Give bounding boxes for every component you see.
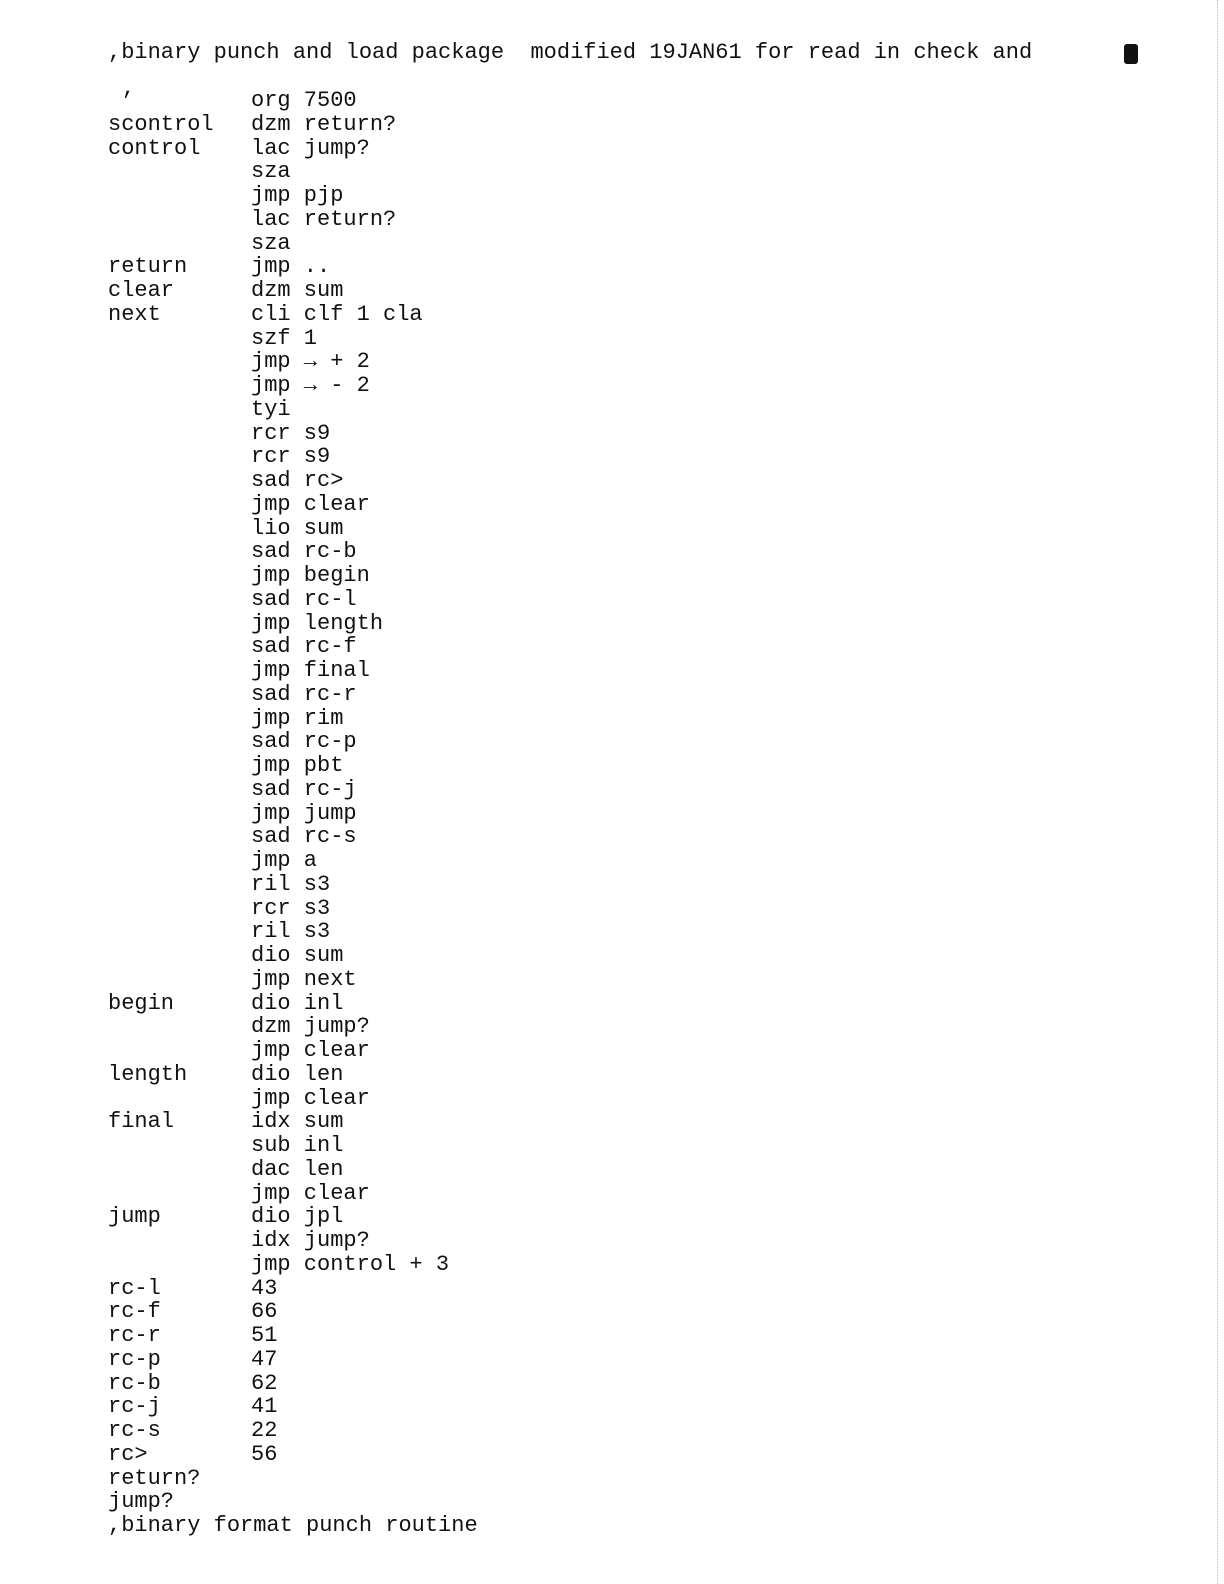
line-instruction: sad rc-b [251,539,357,564]
line-instruction: jmp control + 3 [251,1252,450,1277]
line-instruction: sad rc-r [251,682,357,707]
line-instruction: 41 [251,1394,278,1419]
line-instruction: rcr s9 [251,421,331,446]
line-label: control [108,136,201,161]
line-instruction: jmp → + 2 [251,349,370,374]
line-instruction: 62 [251,1371,278,1396]
line-label: rc-s [108,1418,161,1443]
line-instruction: sad rc-f [251,634,357,659]
line-label: length [108,1062,188,1087]
line-instruction: dio sum [251,943,344,968]
line-instruction: jmp jump [251,801,357,826]
line-instruction: dzm jump? [251,1014,370,1039]
line-instruction: ril s3 [251,872,331,897]
line-instruction: dac len [251,1157,344,1182]
line-instruction: jmp rim [251,706,344,731]
page-heading: ,binary punch and load package modified 19JAN61 for read in check and [108,40,1033,65]
line-instruction: 47 [251,1347,278,1372]
line-instruction: jmp pjp [251,183,344,208]
line-instruction: 22 [251,1418,278,1443]
line-label: jump? [108,1489,175,1514]
ink-blot [1124,44,1138,64]
line-label: jump [108,1204,161,1229]
section-footer: ,binary format punch routine [108,1513,478,1538]
line-instruction: 43 [251,1276,278,1301]
line-label: clear [108,278,175,303]
line-instruction: jmp begin [251,563,370,588]
line-instruction: lac jump? [251,136,370,161]
line-label: rc> [108,1442,148,1467]
line-label: rc-r [108,1323,161,1348]
line-instruction: dio jpl [251,1204,344,1229]
line-instruction: dzm return? [251,112,397,137]
line-label: next [108,302,161,327]
line-instruction: jmp next [251,967,357,992]
line-label: rc-b [108,1371,161,1396]
line-instruction: rcr s3 [251,896,331,921]
line-instruction: jmp a [251,848,318,873]
line-instruction: 51 [251,1323,278,1348]
line-instruction: lac return? [251,207,397,232]
line-instruction: sad rc-j [251,777,357,802]
line-instruction: 66 [251,1299,278,1324]
line-instruction: idx sum [251,1109,344,1134]
line-instruction: jmp clear [251,492,370,517]
line-instruction: jmp pbt [251,753,344,778]
line-instruction: org 7500 [251,88,357,113]
line-instruction: dio len [251,1062,344,1087]
line-label: rc-p [108,1347,161,1372]
line-instruction: jmp → - 2 [251,373,370,398]
line-instruction: tyi [251,397,291,422]
page-edge [1213,0,1218,1584]
line-instruction: idx jump? [251,1228,370,1253]
line-instruction: rcr s9 [251,444,331,469]
line-label: return? [108,1466,201,1491]
line-label: return [108,254,188,279]
line-instruction: jmp length [251,611,384,636]
line-instruction: lio sum [251,516,344,541]
line-instruction: 56 [251,1442,278,1467]
line-instruction: cli clf 1 cla [251,302,423,327]
line-instruction: sza [251,231,291,256]
line-instruction: jmp final [251,658,370,683]
line-instruction: sad rc-p [251,729,357,754]
line-instruction: jmp .. [251,254,331,279]
line-instruction: sad rc> [251,468,344,493]
line-instruction: sad rc-l [251,587,357,612]
line-label: final [108,1109,175,1134]
line-instruction: sza [251,159,291,184]
line-instruction: dio inl [251,991,344,1016]
line-instruction: ril s3 [251,919,331,944]
line-label: begin [108,991,175,1016]
stray-comma: , [122,76,136,101]
line-instruction: sub inl [251,1133,344,1158]
line-instruction: dzm sum [251,278,344,303]
line-label: rc-l [108,1276,161,1301]
line-instruction: jmp clear [251,1086,370,1111]
line-instruction: jmp clear [251,1181,370,1206]
line-label: rc-j [108,1394,161,1419]
line-instruction: sad rc-s [251,824,357,849]
line-instruction: jmp clear [251,1038,370,1063]
line-label: scontrol [108,112,214,137]
line-instruction: szf 1 [251,326,318,351]
line-label: rc-f [108,1299,161,1324]
